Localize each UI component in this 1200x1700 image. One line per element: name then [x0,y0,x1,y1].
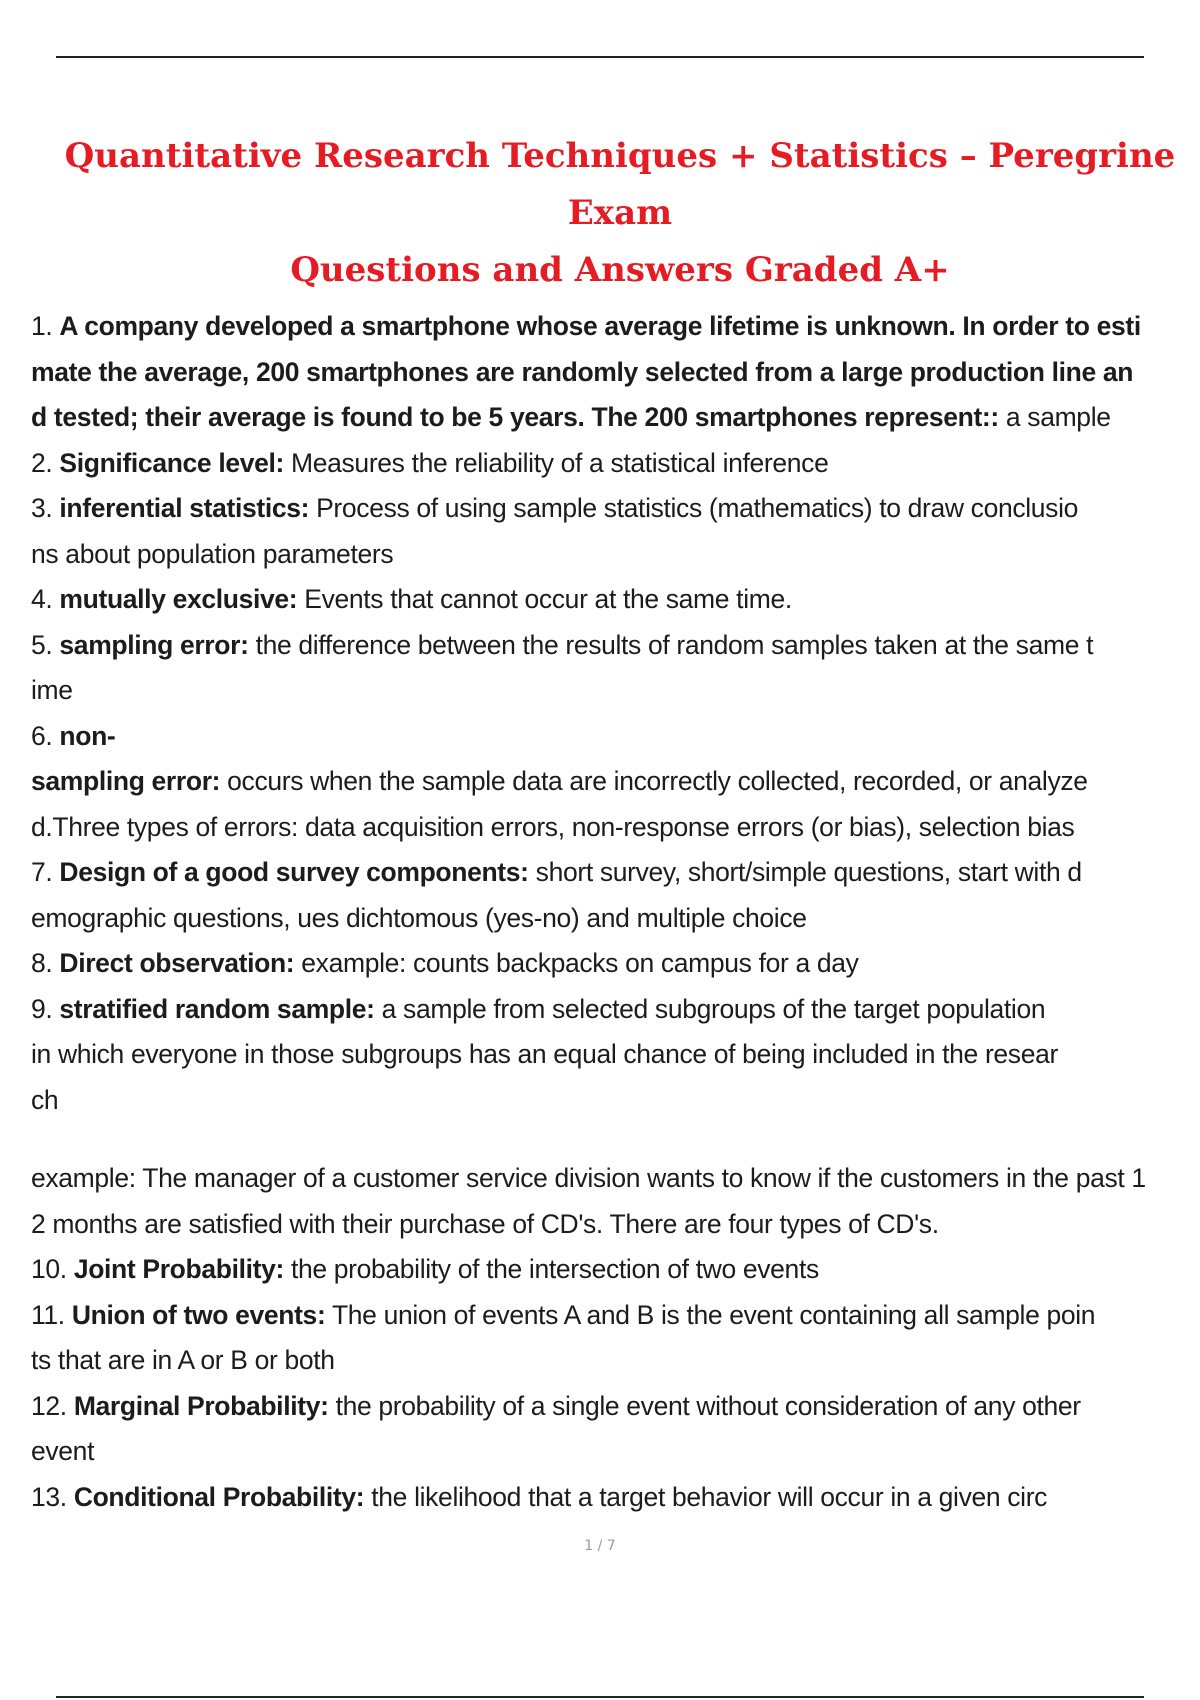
term: Direct observation: [59,948,295,978]
text-line [31,532,1196,578]
definition: The union of events A and B is the event containing all sample poin [325,1299,1096,1330]
text-line [31,1247,1196,1293]
definition: the difference between the results of random samples taken at the same t [248,629,1094,660]
definition: ns about population parameters [31,538,394,569]
item-number: 3. [31,493,60,523]
term: inferential statistics: [59,493,310,523]
term: mate the average, 200 smartphones are randomly selected from a large production line an [31,356,1134,387]
title-line-2: Questions and Answers Graded A+ [290,250,950,290]
text-line [31,1293,1196,1339]
definition: Measures the reliability of a statistical inference [284,447,829,478]
paragraph-gap [31,1123,1196,1156]
text-line [31,441,1196,487]
text-line [31,1475,1196,1521]
term: sampling error: [31,766,221,796]
page-number: 1 / 7 [584,1538,616,1554]
definition: 2 months are satisfied with their purchase of CD's. There are four types of CD's. [31,1208,939,1239]
bottom-divider [56,1696,1144,1698]
text-line [31,1202,1196,1248]
term: Design of a good survey components: [59,857,529,887]
term: Marginal Probability: [73,1390,329,1421]
item-number: 12. [31,1390,74,1421]
text-line [31,987,1196,1033]
definition: the probability of the intersection of two events [283,1254,819,1284]
term: non- [59,720,116,751]
item-number: 1. [31,311,60,341]
qa-list [31,304,1196,1520]
text-line [31,1078,1196,1124]
text-line [31,350,1196,396]
definition: ch [31,1084,59,1115]
text-line [31,759,1196,805]
term: mutually exclusive: [59,584,298,614]
text-line [31,304,1196,350]
text-line [31,1429,1196,1475]
text-line [31,1156,1196,1202]
definition: Events that cannot occur at the same time. [297,584,792,614]
term: Conditional Probability: [73,1481,365,1512]
document-title [40,128,1200,299]
term: Union of two events: [71,1299,326,1330]
text-line [31,805,1196,851]
title-line-1: Quantitative Research Techniques + Statistics – Peregrine Exam [64,136,1176,233]
term: d tested; their average is found to be 5 years. The 200 smartphones represent:: [31,402,999,432]
text-line [31,668,1196,714]
item-number: 11. [31,1299,72,1330]
definition: example: counts backpacks on campus for a day [294,948,859,978]
text-line [31,1032,1196,1078]
definition: emographic questions, ues dichtomous (yes-no) and multiple choice [31,902,807,933]
text-line [31,941,1196,987]
definition: short survey, short/simple questions, start with d [528,857,1082,887]
definition: example: The manager of a customer service division wants to know if the customers in the past 1 [31,1163,1146,1193]
text-line [31,714,1196,760]
text-line [31,486,1196,532]
text-line [31,395,1196,441]
term: Joint Probability: [73,1254,284,1284]
definition: a sample from selected subgroups of the target population [374,993,1046,1024]
text-line [31,577,1196,623]
item-number: 10. [31,1254,74,1284]
top-divider [56,56,1144,58]
text-line [31,850,1196,896]
definition: the likelihood that a target behavior will occur in a given circ [364,1481,1048,1512]
term: stratified random sample: [59,993,375,1024]
definition: occurs when the sample data are incorrectly collected, recorded, or analyze [220,766,1088,796]
item-number: 7. [31,857,60,887]
definition: a sample [998,402,1111,432]
definition: Process of using sample statistics (mathematics) to draw conclusio [309,493,1078,523]
item-number: 2. [31,447,60,478]
text-line [31,1338,1196,1384]
definition: event [31,1436,95,1466]
definition: ts that are in A or B or both [31,1345,335,1375]
item-number: 9. [31,993,60,1024]
definition: ime [31,675,73,705]
item-number: 5. [31,629,60,660]
text-line [31,1384,1196,1430]
item-number: 4. [31,584,60,614]
item-number: 8. [31,948,60,978]
item-number: 13. [31,1481,74,1512]
item-number: 6. [31,720,60,751]
definition: in which everyone in those subgroups has an equal chance of being included in the resear [31,1039,1058,1069]
term: sampling error: [59,629,249,660]
text-line [31,623,1196,669]
term: A company developed a smartphone whose average lifetime is unknown. In order to esti [59,311,1141,341]
definition: d.Three types of errors: data acquisition errors, non-response errors (or bias), selection bias [31,811,1075,842]
text-line [31,896,1196,942]
definition: the probability of a single event without consideration of any other [328,1390,1081,1421]
term: Significance level: [59,447,285,478]
